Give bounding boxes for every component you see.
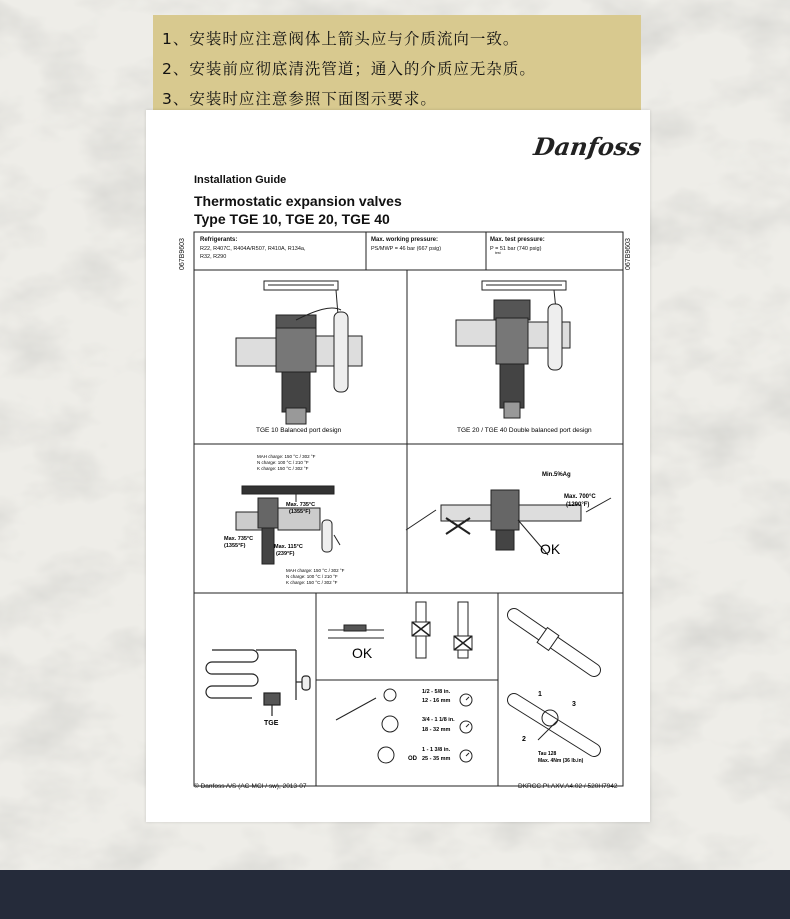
caption-tge10: TGE 10 Balanced port design (256, 427, 342, 434)
charge-bottom-3: K charge: 150 °C / 302 °F (286, 580, 338, 585)
ok-label-bulb: OK (352, 645, 373, 661)
refrigerants-value-2: R32, R290 (200, 254, 227, 260)
guide-label: Installation Guide (194, 174, 287, 186)
caption-tge20: TGE 20 / TGE 40 Double balanced port design (457, 427, 592, 434)
installation-notes (153, 15, 641, 110)
solder-max: Max. 700°C (564, 494, 596, 500)
tge-label: TGE (264, 720, 279, 727)
step-3: 3 (572, 701, 576, 708)
doc-code-right: 067B9603 (625, 238, 632, 270)
bottom-bar (0, 870, 790, 919)
max-temp-b: Max. 735°C (224, 536, 254, 542)
test-pressure-value: P = 51 bar (740 psig) (490, 246, 542, 252)
installation-guide-sheet (146, 110, 650, 822)
size3-inch: 1 - 1 3/8 in. (422, 747, 451, 753)
size2-inch: 3/4 - 1 1/8 in. (422, 717, 455, 723)
step-1: 1 (538, 691, 542, 698)
danfoss-logo: Danfoss (531, 132, 644, 161)
test-pressure-sub: test (495, 251, 501, 255)
size2-mm: 18 - 32 mm (422, 727, 451, 733)
charge-bottom-1: MAH charge: 150 °C / 302 °F (286, 568, 345, 573)
solder-max-f: (1290°F) (566, 502, 590, 508)
bulb-mounting-illustration (514, 615, 594, 750)
note-1: 1、安装时应注意阀体上箭头应与介质流向一致。 (162, 30, 520, 48)
bulb-strap-illustration (336, 689, 472, 763)
size1-inch: 1/2 - 5/8 in. (422, 689, 451, 695)
working-pressure-value: PS/MWP = 46 bar (667 psig) (371, 246, 442, 252)
tge10-valve-illustration (236, 281, 362, 424)
note-3: 3、安装时应注意参照下面图示要求。 (162, 90, 437, 108)
tge20-valve-illustration (456, 281, 570, 418)
torque-value: Max. 4Nm (36 lb.in) (538, 758, 584, 764)
doc-code-left: 067B9603 (179, 238, 186, 270)
od-label: OD (408, 756, 417, 762)
footer-left: © Danfoss A/S (AC-MCI / sw), 2013-07 (194, 783, 307, 790)
solder-label: Min.5%Ag (542, 472, 571, 478)
ok-label-solder: OK (540, 541, 561, 557)
footer-right: DKRCC.PI.AXV.A4.02 / 520H7942 (518, 783, 618, 790)
charge-top-1: MAH charge: 150 °C / 302 °F (257, 454, 316, 459)
step-2: 2 (522, 736, 526, 743)
refrigerants-label: Refrigerants: (200, 237, 238, 243)
guide-drawing (146, 110, 650, 822)
max-temp-c: Max. 115°C (274, 544, 303, 550)
bulb-orientation-illustration (328, 602, 472, 658)
test-pressure-label: Max. test pressure: (490, 237, 545, 243)
max-temp-c-f: (239°F) (276, 551, 295, 557)
note-2: 2、安装前应彻底清洗管道；通入的介质应无杂质。 (162, 60, 536, 78)
guide-title-2: Type TGE 10, TGE 20, TGE 40 (194, 211, 390, 227)
working-pressure-label: Max. working pressure: (371, 237, 439, 243)
charge-top-2: N charge: 100 °C / 210 °F (257, 460, 309, 465)
torque-label: Tau 128 (538, 751, 557, 757)
charge-top-3: K charge: 150 °C / 302 °F (257, 466, 309, 471)
max-temp-a-f: (1355°F) (289, 509, 311, 515)
max-temp-a: Max. 735°C (286, 502, 316, 508)
size3-mm: 25 - 35 mm (422, 756, 451, 762)
guide-title-1: Thermostatic expansion valves (194, 193, 402, 209)
refrigerants-value-1: R22, R407C, R404A/R507, R410A, R134a, (200, 246, 306, 252)
size1-mm: 12 - 16 mm (422, 698, 451, 704)
max-temp-b-f: (1355°F) (224, 543, 246, 549)
charge-bottom-2: N charge: 100 °C / 210 °F (286, 574, 338, 579)
evaporator-coil-illustration (206, 650, 310, 716)
